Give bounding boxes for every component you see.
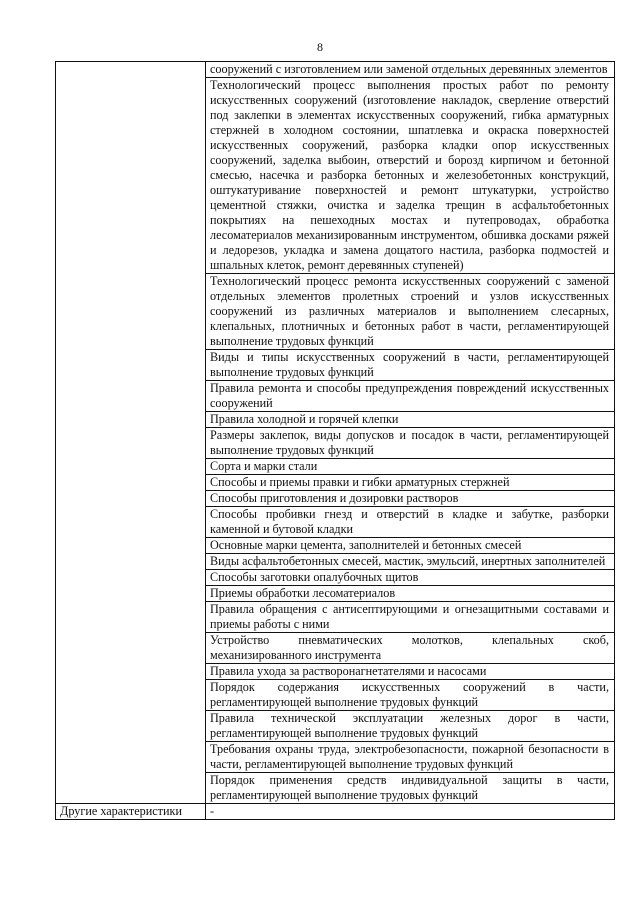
table-cell: Правила холодной и горячей клепки (206, 412, 615, 428)
table-cell: Сорта и марки стали (206, 459, 615, 475)
knowledge-table (55, 61, 615, 820)
table-cell: Правила обращения с антисептирующими и огнезащитными составами и приемы работы с ними (206, 602, 615, 633)
table-cell: Устройство пневматических молотков, клепальных скоб, механизированного инструмента (206, 633, 615, 664)
table-cell: Способы заготовки опалубочных щитов (206, 570, 615, 586)
table-cell: Технологический процесс выполнения простых работ по ремонту искусственных сооружений (изготовление накладок, сверление отверстий под заклепки в элементах искусственных сооружений, гибка арматурных стержней в холодном состоянии, шпатлевка и окраска поверхностей искусственных сооружений, разборка кладки опор искусственных сооружений, заделка выбоин, отверстий и борозд кирпичом и бетонной смесью, насечка и разборка бетонных и железобетонных конструкций, оштукатуривание поверхностей и ремонт штукатурки, устройство цементной стяжки, очистка и заделка трещин в асфальтобетонных покрытиях на пешеходных мостах и путепроводах, обработка лесоматериалов механизированным инструментом, обшивка досками ряжей и ледорезов, укладка и замена дощатого настила, разборка подмостей и шпальных клеток, ремонт деревянных ступеней) (206, 78, 615, 274)
table-cell: Порядок применения средств индивидуальной защиты в части, регламентирующей выполнение трудовых функций (206, 773, 615, 804)
other-characteristics-label: Другие характеристики (56, 804, 206, 820)
table-row (56, 62, 615, 78)
table-cell: Размеры заклепок, виды допусков и посадок в части, регламентирующей выполнение трудовых функций (206, 428, 615, 459)
other-characteristics-row (56, 804, 615, 820)
table-cell: Способы пробивки гнезд и отверстий в кладке и забутке, разборки каменной и бутовой кладки (206, 507, 615, 538)
table-cell: сооружений с изготовлением или заменой отдельных деревянных элементов (206, 62, 615, 78)
other-characteristics-value: - (206, 804, 615, 820)
table-cell: Правила ухода за растворонагнетателями и насосами (206, 664, 615, 680)
table-cell: Способы и приемы правки и гибки арматурных стержней (206, 475, 615, 491)
table-cell: Порядок содержания искусственных сооружений в части, регламентирующей выполнение трудовых функций (206, 680, 615, 711)
page-number: 8 (317, 40, 323, 54)
table-cell: Правила технической эксплуатации железных дорог в части, регламентирующей выполнение трудовых функций (206, 711, 615, 742)
table-cell: Виды асфальтобетонных смесей, мастик, эмульсий, инертных заполнителей (206, 554, 615, 570)
table-cell: Требования охраны труда, электробезопасности, пожарной безопасности в части, регламентирующей выполнение трудовых функций (206, 742, 615, 773)
table-cell: Основные марки цемента, заполнителей и бетонных смесей (206, 538, 615, 554)
table-cell: Технологический процесс ремонта искусственных сооружений с заменой отдельных элементов пролетных строений и узлов искусственных сооружений из различных материалов и выполнением слесарных, клепальных, плотничных и бетонных работ в части, регламентирующей выполнение трудовых функций (206, 274, 615, 350)
label-cell-empty (56, 62, 206, 804)
table-cell: Виды и типы искусственных сооружений в части, регламентирующей выполнение трудовых функций (206, 350, 615, 381)
table-cell: Способы приготовления и дозировки растворов (206, 491, 615, 507)
table-cell: Правила ремонта и способы предупреждения повреждений искусственных сооружений (206, 381, 615, 412)
table-cell: Приемы обработки лесоматериалов (206, 586, 615, 602)
